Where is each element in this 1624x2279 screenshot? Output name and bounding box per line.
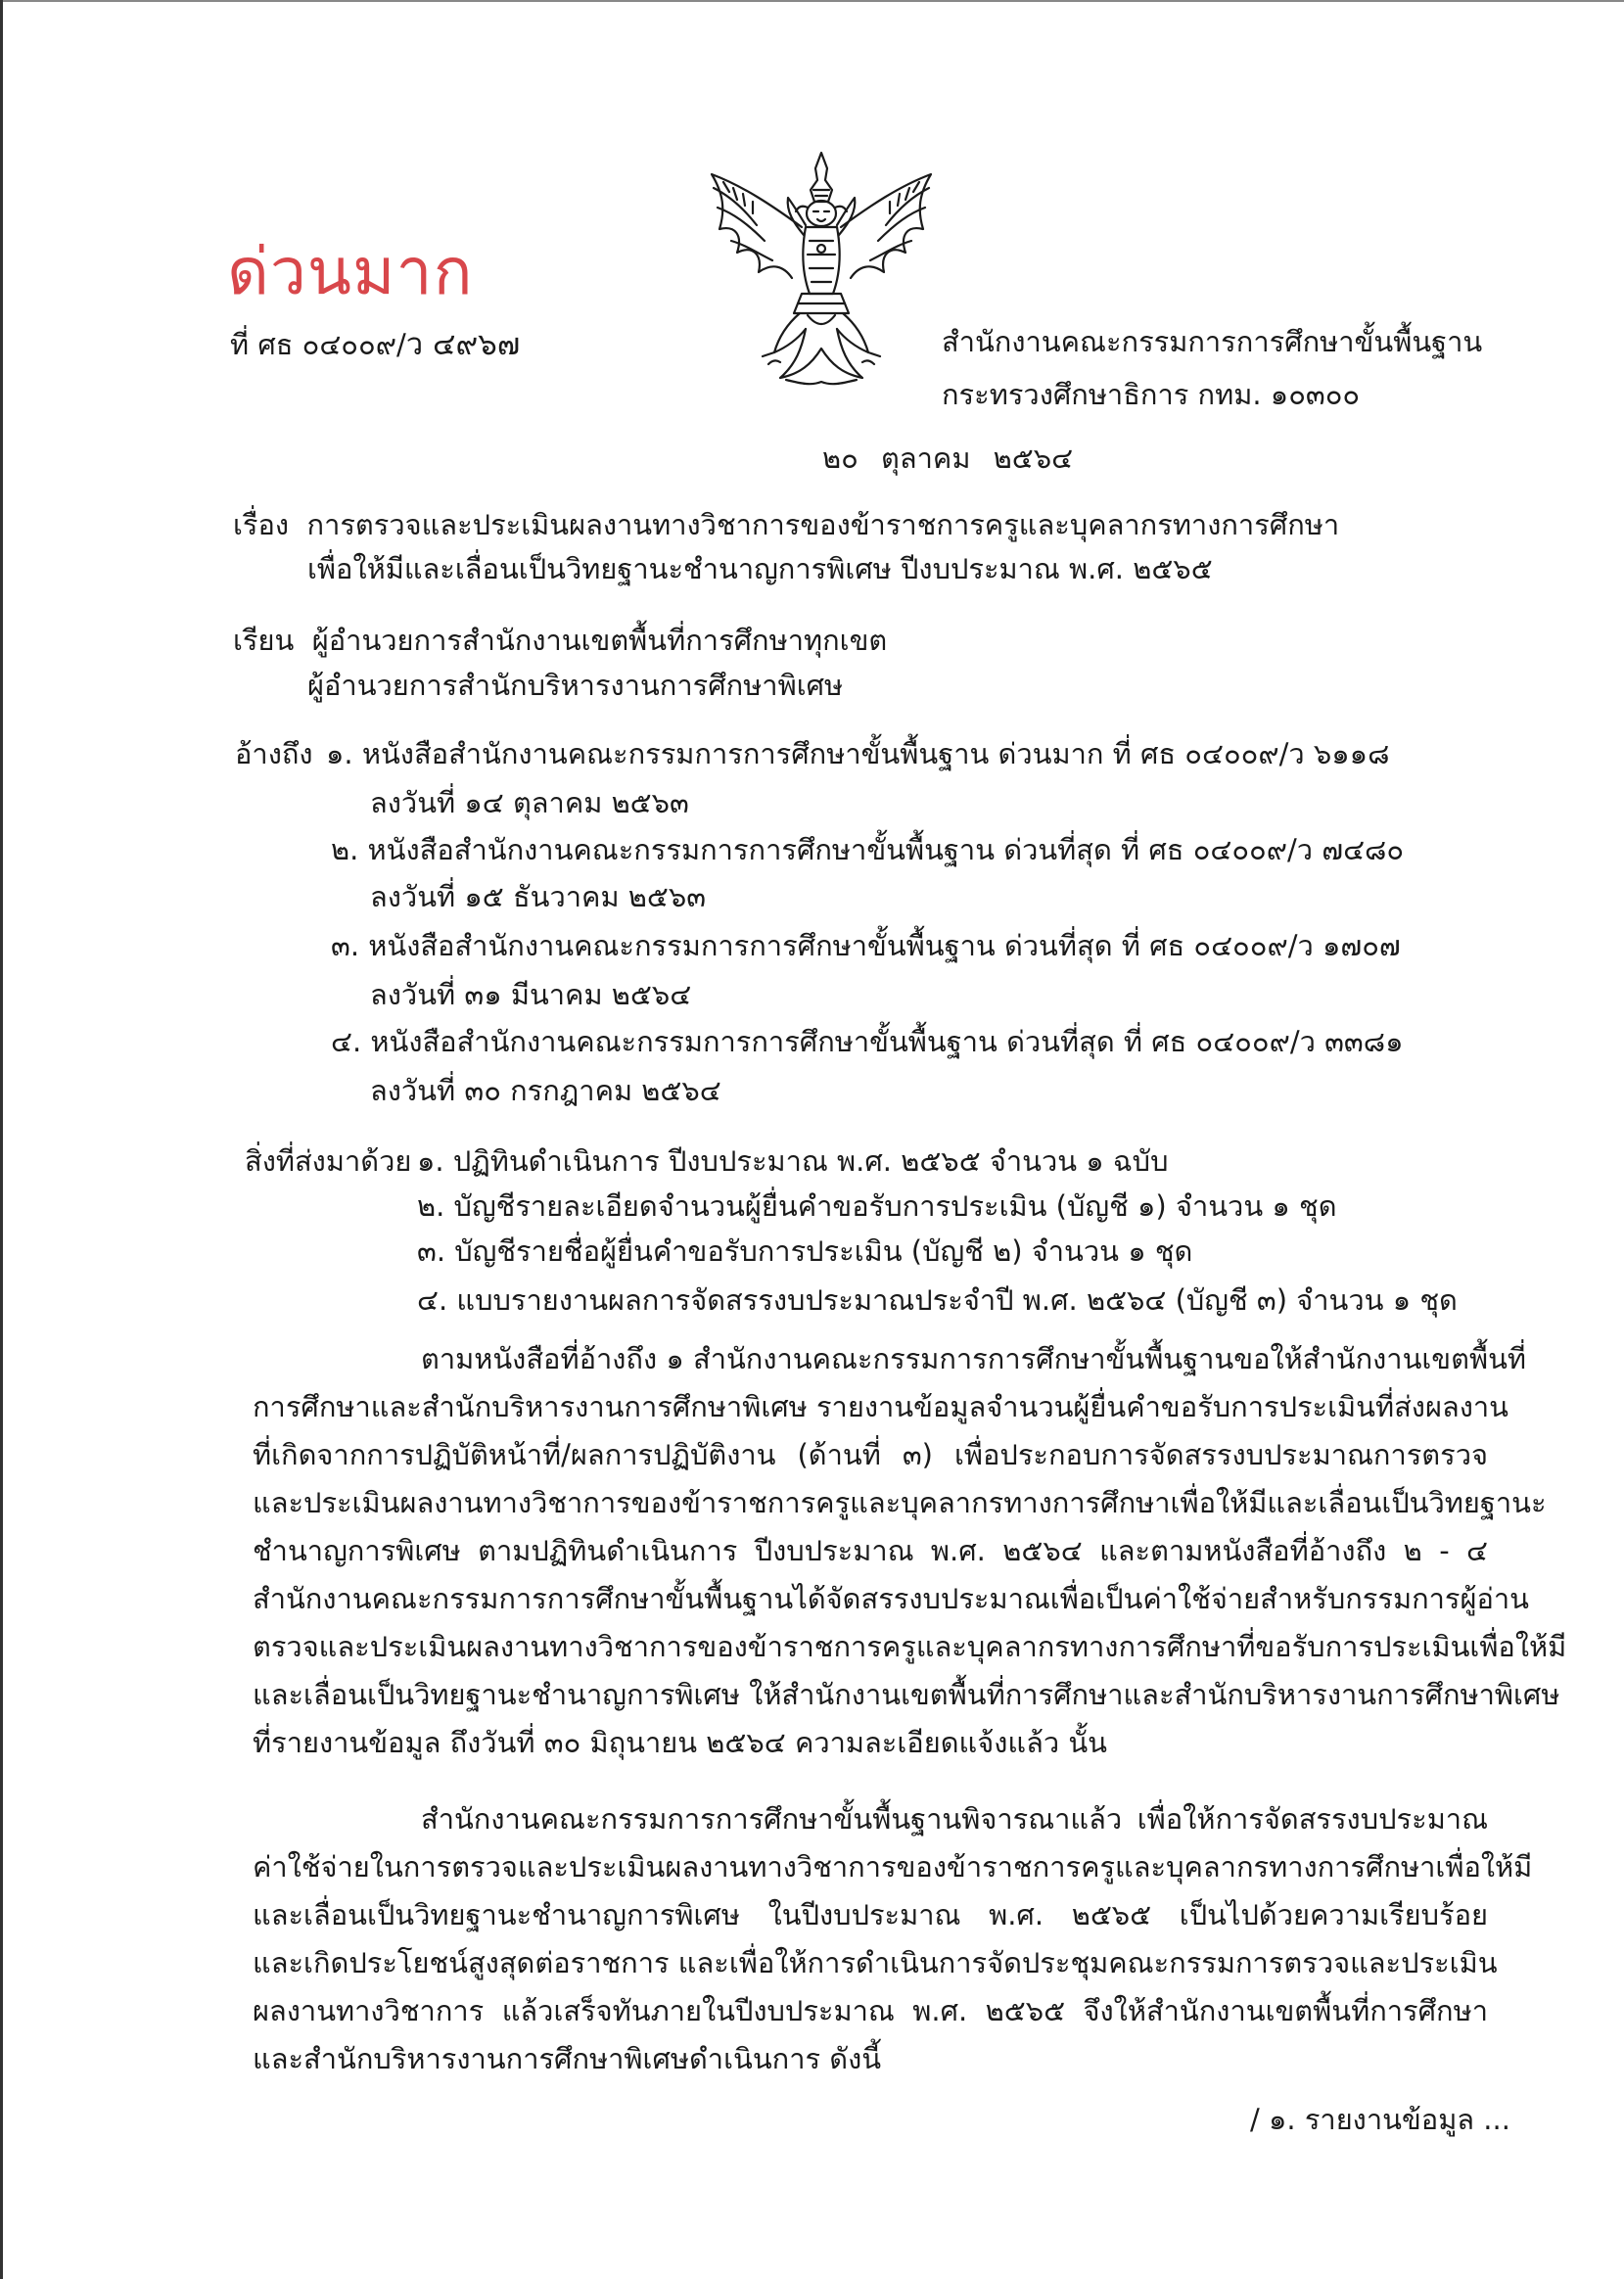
recipient-label: เรียน [233, 624, 295, 657]
subject-label: เรื่อง [233, 508, 290, 541]
paragraph-1-line: และประเมินผลงานทางวิชาการของข้าราชการครูและบุคลากรทางการศึกษาเพื่อให้มีและเลื่อนเป็นวิทยฐานะ [253, 1486, 1547, 1519]
paragraph-1-line: สำนักงานคณะกรรมการการศึกษาขั้นพื้นฐานได้จัดสรรงบประมาณเพื่อเป็นค่าใช้จ่ายสำหรับกรรมการผู้อ่าน [253, 1582, 1530, 1615]
recipient-text-1: ผู้อำนวยการสำนักงานเขตพื้นที่การศึกษาทุกเขต [311, 624, 888, 657]
garuda-emblem-icon [703, 147, 940, 390]
letter-date [822, 439, 1073, 478]
paragraph-1-line: ตรวจและประเมินผลงานทางวิชาการของข้าราชการครูและบุคลากรทางการศึกษาที่ขอรับการประเมินเพื่อให้มี [253, 1630, 1567, 1663]
document-number-prefix: ที่ ศธ ๐๔๐๐๙/ [230, 328, 406, 361]
document-number-handwritten: ว ๔๙๖๗ [405, 327, 521, 362]
enclosure-1: ๑. ปฏิทินดำเนินการ ปีงบประมาณ พ.ศ. ๒๕๖๕ จำนวน ๑ ฉบับ [417, 1144, 1169, 1178]
paragraph-2-line: และสำนักบริหารงานการศึกษาพิเศษดำเนินการ ดังนี้ [253, 2042, 882, 2075]
paragraph-1-line: ที่รายงานข้อมูล ถึงวันที่ ๓๐ มิถุนายน ๒๕๖๔ ความละเอียดแจ้งแล้ว นั้น [253, 1726, 1107, 1759]
reference-3-line-2: ลงวันที่ ๓๑ มีนาคม ๒๕๖๔ [370, 978, 692, 1011]
subject-line-1 [233, 505, 1339, 544]
issuer-location: กระทรวงศึกษาธิการ กทม. ๑๐๓๐๐ [942, 378, 1361, 411]
paragraph-1-line: ตามหนังสือที่อ้างถึง ๑ สำนักงานคณะกรรมการการศึกษาขั้นพื้นฐานขอให้สำนักงานเขตพื้นที่ [421, 1342, 1527, 1375]
urgency-stamp: ด่วนมาก [227, 234, 474, 309]
paragraph-2-line: ผลงานทางวิชาการ แล้วเสร็จทันภายในปีงบประมาณ พ.ศ. ๒๕๖๕ จึงให้สำนักงานเขตพื้นที่การศึกษา [253, 1994, 1488, 2027]
reference-1-line-2: ลงวันที่ ๑๔ ตุลาคม ๒๕๖๓ [370, 786, 689, 819]
paragraph-2-line: สำนักงานคณะกรรมการการศึกษาขั้นพื้นฐานพิจารณาแล้ว เพื่อให้การจัดสรรงบประมาณ [421, 1802, 1488, 1836]
paragraph-1-line: และเลื่อนเป็นวิทยฐานะชำนาญการพิเศษ ให้สำนักงานเขตพื้นที่การศึกษาและสำนักบริหารงานการศึกษาพิเศษ [253, 1678, 1560, 1711]
reference-1-line-1: ๑. หนังสือสำนักงานคณะกรรมการการศึกษาขั้นพื้นฐาน ด่วนมาก ที่ ศธ ๐๔๐๐๙/ว ๖๑๑๘ [326, 737, 1390, 770]
body-paragraph-1 [253, 1335, 1567, 1767]
enclosure-3: ๓. บัญชีรายชื่อผู้ยื่นคำขอรับการประเมิน (บัญชี ๒) จำนวน ๑ ชุด [417, 1234, 1193, 1268]
paragraph-1-line: การศึกษาและสำนักบริหารงานการศึกษาพิเศษ รายงานข้อมูลจำนวนผู้ยื่นคำขอรับการประเมินที่ส่งผลงาน [253, 1390, 1508, 1423]
paragraph-2-line: และเกิดประโยชน์สูงสุดต่อราชการ และเพื่อให้การดำเนินการจัดประชุมคณะกรรมการตรวจและประเมิน [253, 1946, 1498, 1979]
reference-4-line-1: ๔. หนังสือสำนักงานคณะกรรมการการศึกษาขั้นพื้นฐาน ด่วนที่สุด ที่ ศธ ๐๔๐๐๙/ว ๓๓๘๑ [331, 1025, 1404, 1058]
scan-edge-left [0, 0, 3, 2279]
reference-4-line-2: ลงวันที่ ๓๐ กรกฎาคม ๒๕๖๔ [370, 1074, 721, 1107]
reference-2-line-2: ลงวันที่ ๑๕ ธันวาคม ๒๕๖๓ [370, 880, 707, 913]
enclosure-2: ๒. บัญชีรายละเอียดจำนวนผู้ยื่นคำขอรับการประเมิน (บัญชี ๑) จำนวน ๑ ชุด [417, 1189, 1337, 1223]
recipient-line-1 [233, 621, 887, 660]
paragraph-1-line: ที่เกิดจากการปฏิบัติหน้าที่/ผลการปฏิบัติงาน (ด้านที่ ๓) เพื่อประกอบการจัดสรรงบประมาณการตรวจ [253, 1438, 1488, 1471]
enclosures-label: สิ่งที่ส่งมาด้วย [245, 1144, 412, 1178]
paragraph-2-line: ค่าใช้จ่ายในการตรวจและประเมินผลงานทางวิชาการของข้าราชการครูและบุคลากรทางการศึกษาเพื่อให้มี [253, 1850, 1533, 1884]
date-year: ๒๕๖๔ [993, 442, 1074, 475]
date-month: ตุลาคม [881, 442, 971, 475]
paragraph-2-line: และเลื่อนเป็นวิทยฐานะชำนาญการพิเศษ ในปีงบประมาณ พ.ศ. ๒๕๖๕ เป็นไปด้วยความเรียบร้อย [253, 1898, 1488, 1931]
issuer-name: สำนักงานคณะกรรมการการศึกษาขั้นพื้นฐาน [942, 325, 1483, 358]
paragraph-1-line: ชำนาญการพิเศษ ตามปฏิทินดำเนินการ ปีงบประมาณ พ.ศ. ๒๕๖๔ และตามหนังสือที่อ้างถึง ๒ - ๔ [253, 1534, 1488, 1567]
body-paragraph-2 [253, 1795, 1533, 2083]
scan-edge-top [0, 0, 1624, 2]
reference-2-line-1: ๒. หนังสือสำนักงานคณะกรรมการการศึกษาขั้นพื้นฐาน ด่วนที่สุด ที่ ศธ ๐๔๐๐๙/ว ๗๔๘๐ [331, 833, 1405, 866]
recipient-text-2: ผู้อำนวยการสำนักบริหารงานการศึกษาพิเศษ [307, 669, 844, 702]
issuer-address [942, 315, 1482, 421]
references-label: อ้างถึง [235, 737, 313, 770]
document-number [230, 325, 520, 364]
subject-text-2: เพื่อให้มีและเลื่อนเป็นวิทยฐานะชำนาญการพิเศษ ปีงบประมาณ พ.ศ. ๒๕๖๕ [307, 552, 1213, 585]
date-day: ๒๐ [822, 442, 858, 475]
enclosure-4: ๔. แบบรายงานผลการจัดสรรงบประมาณประจำปี พ.ศ. ๒๕๖๔ (บัญชี ๓) จำนวน ๑ ชุด [417, 1283, 1458, 1317]
reference-3-line-1: ๓. หนังสือสำนักงานคณะกรรมการการศึกษาขั้นพื้นฐาน ด่วนที่สุด ที่ ศธ ๐๔๐๐๙/ว ๑๗๐๗ [331, 929, 1401, 962]
subject-text-1: การตรวจและประเมินผลงานทางวิชาการของข้าราชการครูและบุคลากรทางการศึกษา [306, 508, 1340, 541]
continuation-note: / ๑. รายงานข้อมูล ... [1250, 2103, 1510, 2136]
